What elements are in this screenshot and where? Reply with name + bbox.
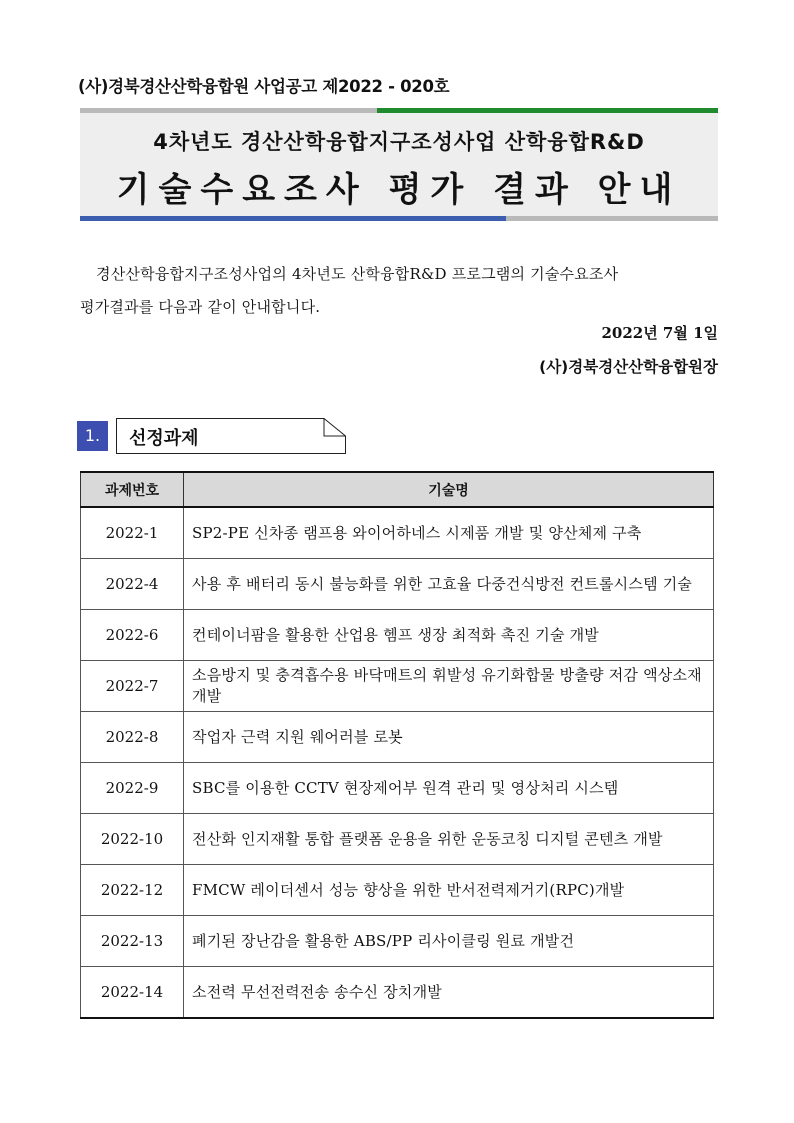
task-number: 2022-6 (81, 610, 184, 661)
task-number: 2022-12 (81, 865, 184, 916)
tech-name: 폐기된 장난감을 활용한 ABS/PP 리사이클링 원료 개발건 (184, 916, 714, 967)
task-number: 2022-13 (81, 916, 184, 967)
table-row (81, 712, 714, 763)
task-number: 2022-7 (81, 661, 184, 712)
table-row (81, 507, 714, 559)
tech-name: 사용 후 배터리 동시 불능화를 위한 고효율 다중건식방전 컨트롤시스템 기술 (184, 559, 714, 610)
task-number: 2022-9 (81, 763, 184, 814)
intro-line-1: 경산산학융합지구조성사업의 4차년도 산학융합R&D 프로그램의 기술수요조사 (96, 265, 619, 283)
table-row (81, 916, 714, 967)
task-number: 2022-10 (81, 814, 184, 865)
section-number-badge: 1. (77, 421, 108, 451)
table-header-row (81, 472, 714, 507)
intro-line-2: 평가결과를 다음과 같이 안내합니다. (80, 298, 321, 316)
table-row (81, 967, 714, 1019)
section-title: 선정과제 (129, 428, 199, 449)
table-row (81, 763, 714, 814)
title-line-1: 4차년도 경산산학융합지구조성사업 산학융합R&D (153, 130, 645, 154)
intro-paragraph (80, 258, 720, 324)
banner-bottom-bar-blue (80, 216, 506, 221)
header-tech-name: 기술명 (184, 472, 714, 507)
tech-name: SP2-PE 신차종 램프용 와이어하네스 시제품 개발 및 양산체제 구축 (184, 507, 714, 559)
table-row (81, 865, 714, 916)
tech-name: SBC를 이용한 CCTV 현장제어부 원격 관리 및 영상처리 시스템 (184, 763, 714, 814)
title-banner (80, 108, 718, 222)
tech-name: 전산화 인지재활 통합 플랫폼 운용을 위한 운동코칭 디지털 콘텐츠 개발 (184, 814, 714, 865)
task-number: 2022-4 (81, 559, 184, 610)
table-row (81, 661, 714, 712)
notice-number: (사)경북경산산학융합원 사업공고 제2022 - 020호 (78, 77, 450, 96)
banner-bottom-bar-grey (506, 216, 718, 221)
header-task-number: 과제번호 (81, 472, 184, 507)
tech-name: 소전력 무선전력전송 송수신 장치개발 (184, 967, 714, 1019)
selected-tasks-table (80, 471, 714, 1019)
signer: (사)경북경산산학융합원장 (539, 358, 718, 376)
tech-name: 컨테이너팜을 활용한 산업용 헴프 생장 최적화 촉진 기술 개발 (184, 610, 714, 661)
announcement-date: 2022년 7월 1일 (601, 324, 718, 342)
page-title: 기술수요조사 평가 결과 안내 (116, 170, 682, 210)
tech-name: 작업자 근력 지원 웨어러블 로봇 (184, 712, 714, 763)
task-number: 2022-14 (81, 967, 184, 1019)
table-row (81, 610, 714, 661)
task-number: 2022-1 (81, 507, 184, 559)
task-number: 2022-8 (81, 712, 184, 763)
table-row (81, 559, 714, 610)
tech-name: FMCW 레이더센서 성능 향상을 위한 반서전력제거기(RPC)개발 (184, 865, 714, 916)
table-row (81, 814, 714, 865)
section-label-box (116, 418, 346, 454)
tech-name: 소음방지 및 충격흡수용 바닥매트의 휘발성 유기화합물 방출량 저감 액상소재 개발 (184, 661, 714, 712)
